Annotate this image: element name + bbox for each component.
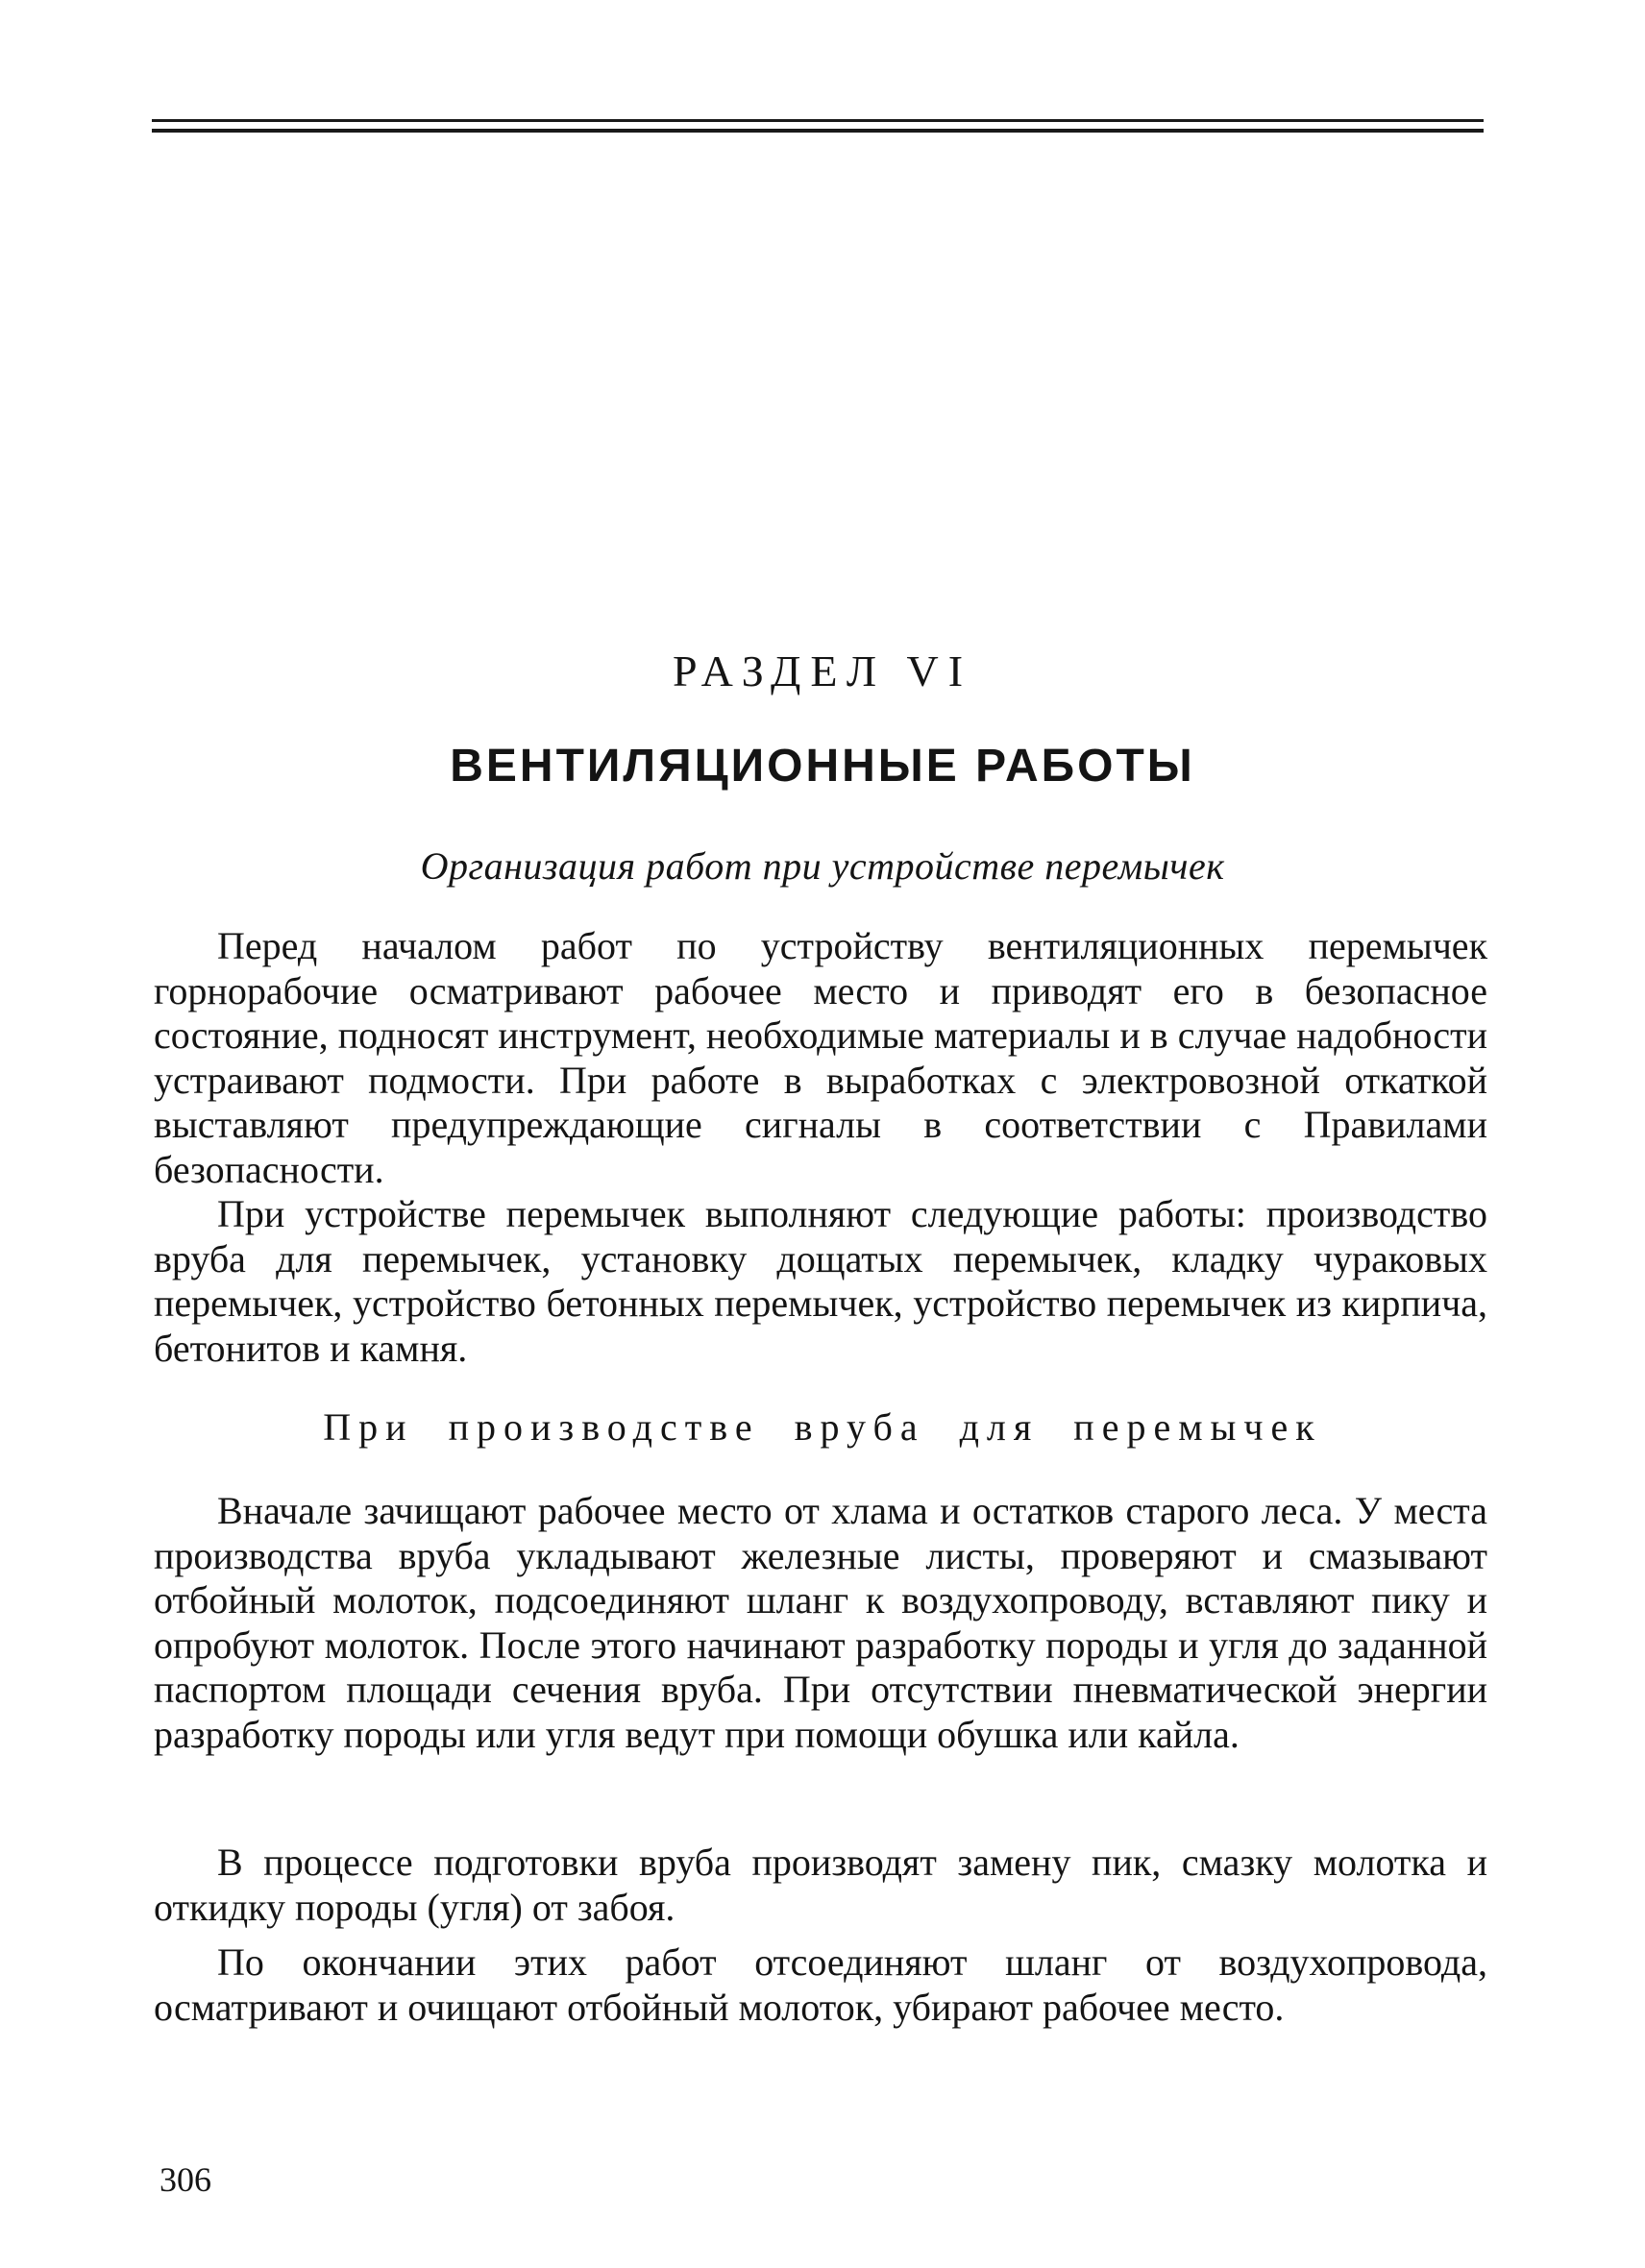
intro-paragraph-2-block	[154, 1192, 1487, 1371]
intro-paragraph: Перед началом работ по устройству вентиляционных перемычек горнорабочие осматривают рабочее место и приводят его в безопасное состояние, подносят инструмент, необходимые материалы и в случае надобности устраивают подмости. При работе в выработках с электровозной откаткой выставляют предупреждающие сигналы в соответствии с Правилами безопасности.	[154, 924, 1487, 1191]
main-paragraph-2-block	[154, 1841, 1487, 1930]
chapter-title: ВЕНТИЛЯЦИОННЫЕ РАБОТЫ	[450, 741, 1195, 792]
header-rule-bottom	[152, 129, 1484, 133]
intro-paragraph: При устройстве перемычек выполняют следующие работы: производство вруба для перемычек, установку дощатых перемычек, кладку чураковых перемычек, устройство бетонных перемычек, устройство перемычек из кирпича, бетонитов и камня.	[154, 1192, 1487, 1370]
main-paragraph: По окончании этих работ отсоединяют шланг от воздухопровода, осматривают и очищают отбойный молоток, убирают рабочее место.	[154, 1940, 1487, 2029]
main-paragraph: Вначале зачищают рабочее место от хлама и остатков старого леса. У места производства вруба укладывают железные листы, проверяют и смазывают отбойный молоток, подсоединяют шланг к воздухопроводу, вставляют пику и опробуют молоток. После этого начинают разработку породы и угля до заданной паспортом площади сечения вруба. При отсутствии пневматической энергии разработку породы или угля ведут при помощи обушка или кайла.	[154, 1489, 1487, 1756]
main-paragraph: В процессе подготовки вруба производят замену пик, смазку молотка и откидку породы (угля) от забоя.	[154, 1841, 1487, 1929]
intro-paragraph-1-block	[154, 924, 1487, 1192]
header-rule-top	[152, 119, 1484, 122]
page-number: 306	[160, 2160, 211, 2199]
section-label: РАЗДЕЛ VI	[672, 646, 973, 695]
main-paragraph-1-block	[154, 1489, 1487, 1757]
section-heading: При производстве вруба для перемычек	[323, 1405, 1322, 1449]
subtitle: Организация работ при устройстве перемычек	[420, 844, 1225, 888]
main-paragraph-3-block	[154, 1940, 1487, 2030]
